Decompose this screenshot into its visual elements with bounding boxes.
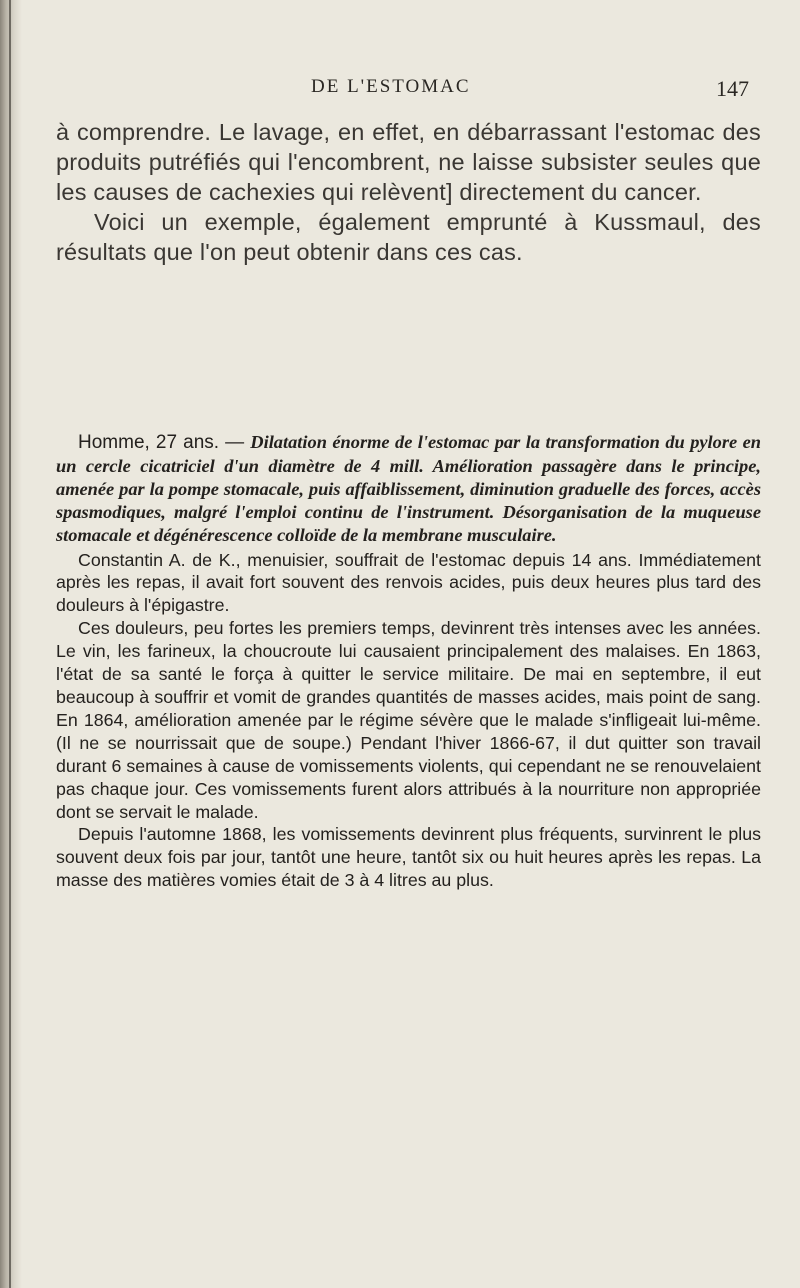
case-paragraph: Constantin A. de K., menuisier, souffrait de l'estomac depuis 14 ans. Immédiatement après les repas, il avait fort souvent des renvois acides, puis deux heures plus tard des douleurs à l'épigastre. [56, 549, 761, 616]
observation-title: Dilatation énorme de l'estomac par la transformation du pylore en un cercle cicatriciel d'un diamètre de 4 mill. Amélioration passagère dans le principe, amenée par la pompe stomacale, puis affaiblissement, diminution graduelle des forces, accès spasmodiques, malgré l'emploi continu de l'instrument. Désorganisation de la muqueuse stomacale et dégénérescence colloïde de la membrane musculaire. [56, 432, 762, 545]
book-binding-edge [0, 0, 22, 1288]
paragraph-example-intro: Voici un exemple, également emprunté à Kussmaul, des résultats que l'on peut obtenir dans ces cas. [56, 209, 761, 265]
paragraph-continuation: à comprendre. Le lavage, en effet, en débarrassant l'estomac des produits putréfiés qui l'encombrent, ne laisse subsister seules que les causes de cachexies qui relèvent] directement du cancer. [56, 119, 761, 205]
running-title: DE L'ESTOMAC [311, 76, 471, 97]
binding-shadow-line [9, 0, 11, 1288]
page-number: 147 [716, 76, 749, 101]
case-paragraph: Ces douleurs, peu fortes les premiers temps, devinrent très intenses avec les années. Le vin, les farineux, la choucroute lui causaient principalement des malaises. En 1863, l'état de sa santé le força à quitter le service militaire. De mai en septembre, il eut beaucoup à souffrir et vomit de grandes quantités de masses acides, mais point de sang. En 1864, amélioration amenée par le régime sévère que le malade s'infligeait lui-même. (Il ne se nourrissait que de soupe.) Pendant l'hiver 1866-67, il dut quitter son travail durant 6 semaines à cause de vomissements violents, qui cependant ne se renouvelaient pas chaque jour. Ces vomissements furent alors attribués à la nourriture non appropriée dont se servait le malade. [56, 618, 761, 822]
case-report [56, 431, 761, 892]
observation-heading [56, 431, 761, 547]
case-paragraph: Depuis l'automne 1868, les vomissements devinrent plus fréquents, survinrent le plus souvent deux fois par jour, tantôt une heure, tantôt six ou huit heures après les repas. La masse des matières vomies était de 3 à 4 litres au plus. [56, 824, 761, 891]
main-text [56, 117, 761, 267]
observation-lead: Homme, 27 ans. — [78, 432, 251, 453]
book-page [56, 0, 761, 1288]
page-header [56, 76, 761, 106]
